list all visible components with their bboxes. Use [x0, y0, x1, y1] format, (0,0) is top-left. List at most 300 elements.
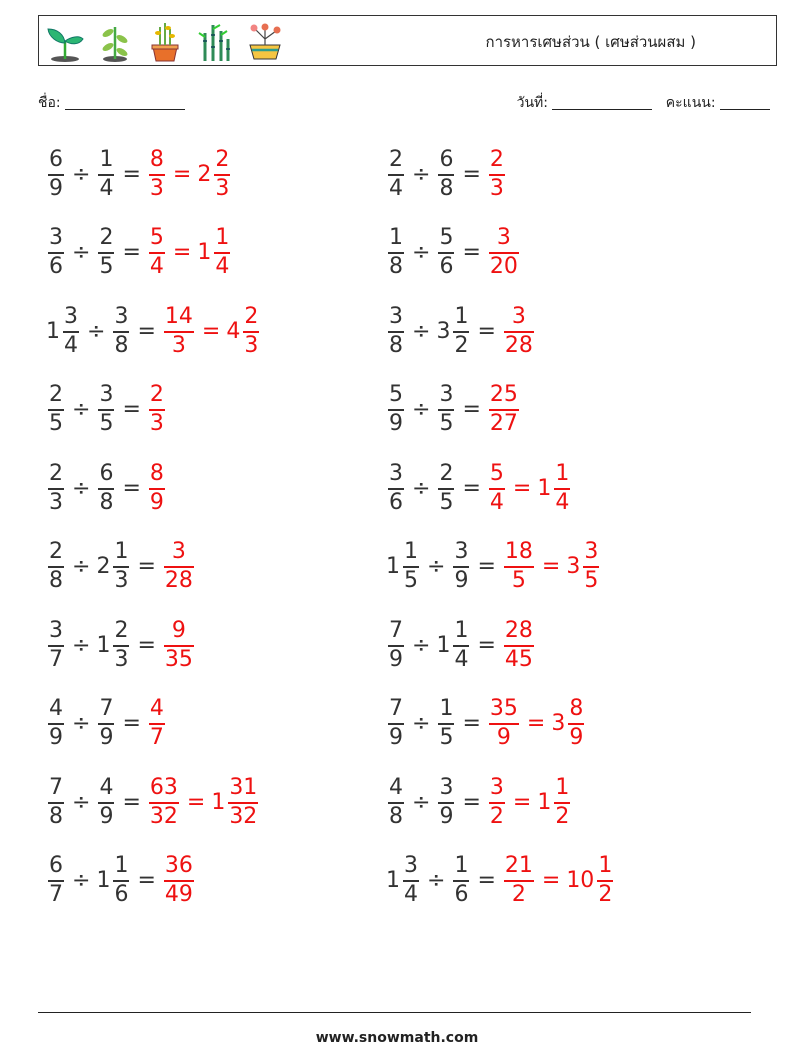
- denominator: 27: [489, 411, 518, 436]
- whole-number: 1: [386, 868, 400, 893]
- whole-number: 10: [566, 868, 595, 893]
- whole-number: 2: [197, 161, 212, 187]
- answer: [147, 227, 232, 278]
- fraction: [597, 855, 613, 906]
- equals-sign: =: [462, 161, 481, 187]
- dividend: [46, 384, 66, 435]
- numerator: 1: [439, 696, 454, 721]
- equals-sign: =: [477, 632, 496, 658]
- answer-mixed-number: [566, 541, 601, 592]
- name-field: [38, 92, 185, 114]
- denominator: 8: [49, 568, 63, 593]
- dividend: [386, 698, 406, 749]
- problem-item: [386, 767, 572, 837]
- denominator: 3: [244, 332, 259, 358]
- answer-fraction: [502, 855, 536, 906]
- numerator: 7: [389, 696, 403, 721]
- divide-sign: ÷: [72, 868, 91, 893]
- fraction: [489, 774, 505, 829]
- numerator: 6: [99, 460, 114, 486]
- dividend: [46, 146, 66, 201]
- numerator: 4: [389, 774, 403, 800]
- whole-number: 4: [226, 318, 241, 344]
- answer-fraction: [147, 698, 167, 749]
- divisor: [436, 460, 456, 515]
- denominator: 8: [389, 803, 403, 829]
- fraction: [388, 460, 404, 515]
- numerator: 9: [171, 617, 186, 643]
- equals-sign: =: [122, 397, 141, 422]
- fraction: [453, 855, 469, 906]
- dividend: [386, 617, 406, 672]
- numerator: 6: [49, 853, 63, 878]
- denominator: 6: [439, 254, 454, 279]
- numerator: 5: [149, 225, 164, 250]
- denominator: 4: [404, 882, 418, 907]
- equals-sign: =: [122, 789, 141, 815]
- numerator: 18: [504, 539, 533, 564]
- divisor: [96, 774, 116, 829]
- numerator: 8: [149, 460, 164, 486]
- denominator: 9: [49, 725, 63, 750]
- footer-divider: [38, 1012, 751, 1013]
- equals-sign: =: [462, 397, 481, 422]
- whole-number: 1: [436, 632, 451, 658]
- fraction: [98, 698, 114, 749]
- denominator: 3: [114, 568, 129, 593]
- answer-fraction: [162, 855, 196, 906]
- name-blank[interactable]: [65, 95, 185, 110]
- whole-number: 3: [436, 318, 451, 344]
- numerator: 1: [114, 539, 129, 564]
- divisor: [96, 617, 131, 672]
- problem-item: [386, 296, 536, 366]
- denominator: 35: [164, 646, 193, 672]
- problem-item: [386, 532, 601, 602]
- whole-number: 2: [96, 554, 111, 579]
- fraction: [98, 227, 114, 278]
- divide-sign: ÷: [412, 632, 431, 658]
- fraction: [388, 774, 404, 829]
- answer-fraction: [147, 774, 181, 829]
- numerator: 14: [164, 303, 193, 329]
- answer-equals-sign: =: [541, 868, 561, 893]
- answer-fraction: [487, 698, 521, 749]
- equals-sign: =: [477, 868, 496, 893]
- name-label: ชื่อ:: [38, 95, 61, 111]
- fraction: [453, 541, 469, 592]
- fraction: [403, 541, 419, 592]
- answer-fraction: [502, 617, 536, 672]
- divide-sign: ÷: [412, 711, 431, 736]
- answer-equals-sign: =: [172, 240, 192, 265]
- divisor: [436, 774, 456, 829]
- numerator: 1: [114, 853, 129, 878]
- divide-sign: ÷: [412, 789, 431, 815]
- denominator: 4: [149, 254, 164, 279]
- fraction: [164, 855, 194, 906]
- equals-sign: =: [122, 161, 141, 187]
- equals-sign: =: [137, 554, 156, 579]
- whole-number: 1: [96, 632, 111, 658]
- numerator: 2: [49, 539, 63, 564]
- fraction: [149, 774, 179, 829]
- fraction: [453, 303, 469, 358]
- fraction: [48, 146, 64, 201]
- divide-sign: ÷: [72, 397, 91, 422]
- numerator: 3: [64, 303, 78, 329]
- denominator: 5: [584, 568, 599, 593]
- denominator: 28: [504, 332, 533, 358]
- equals-sign: =: [122, 711, 141, 736]
- numerator: 8: [149, 146, 164, 172]
- denominator: 45: [504, 646, 533, 672]
- numerator: 25: [489, 382, 518, 407]
- answer: [147, 146, 232, 201]
- dividend: [386, 227, 406, 278]
- dividend: [46, 855, 66, 906]
- equals-sign: =: [137, 318, 156, 344]
- numerator: 2: [439, 460, 454, 486]
- answer-fraction: [487, 227, 521, 278]
- denominator: 4: [99, 175, 114, 201]
- problem-item: [386, 846, 615, 916]
- problem-item: [386, 139, 507, 209]
- denominator: 8: [389, 254, 403, 279]
- denominator: 9: [149, 489, 164, 515]
- fraction: [388, 384, 404, 435]
- footer-url: www.snowmath.com: [315, 1030, 479, 1046]
- denominator: 3: [171, 332, 186, 358]
- answer: [487, 384, 521, 435]
- equals-sign: =: [122, 475, 141, 501]
- answer-fraction: [162, 617, 196, 672]
- answer: [487, 146, 507, 201]
- denominator: 3: [215, 175, 230, 201]
- answer: [502, 617, 536, 672]
- dividend: [46, 227, 66, 278]
- answer-equals-sign: =: [526, 711, 546, 736]
- fraction: [504, 617, 534, 672]
- numerator: 6: [439, 146, 454, 172]
- answer-equals-sign: =: [201, 318, 221, 344]
- numerator: 5: [389, 382, 403, 407]
- equals-sign: =: [462, 240, 481, 265]
- problem-item: [46, 453, 167, 523]
- denominator: 2: [598, 882, 613, 907]
- denominator: 5: [439, 489, 454, 515]
- problem-item: [46, 375, 167, 445]
- fraction: [438, 698, 454, 749]
- numerator: 2: [389, 146, 403, 172]
- numerator: 2: [215, 146, 230, 172]
- numerator: 7: [389, 617, 403, 643]
- denominator: 9: [389, 725, 403, 750]
- divide-sign: ÷: [72, 632, 91, 658]
- denominator: 4: [489, 489, 504, 515]
- divisor: [436, 227, 456, 278]
- fraction: [113, 303, 129, 358]
- fraction: [583, 541, 599, 592]
- numerator: 31: [229, 774, 258, 800]
- numerator: 3: [49, 617, 63, 643]
- denominator: 9: [454, 568, 469, 593]
- fraction: [554, 460, 570, 515]
- fraction: [48, 698, 64, 749]
- answer: [147, 698, 167, 749]
- denominator: 2: [454, 332, 469, 358]
- fraction: [98, 146, 114, 201]
- denominator: 6: [49, 254, 63, 279]
- divisor: [96, 698, 116, 749]
- numerator: 36: [164, 853, 193, 878]
- numerator: 1: [99, 146, 114, 172]
- numerator: 8: [569, 696, 584, 721]
- denominator: 9: [496, 725, 511, 750]
- fraction: [438, 227, 454, 278]
- fraction: [489, 698, 519, 749]
- numerator: 3: [389, 460, 403, 486]
- fraction: [453, 617, 469, 672]
- divisor: [451, 541, 471, 592]
- fraction: [164, 303, 194, 358]
- denominator: 9: [439, 803, 454, 829]
- problem-item: [46, 610, 196, 680]
- numerator: 1: [404, 539, 418, 564]
- whole-number: 1: [197, 240, 212, 265]
- answer-fraction: [487, 460, 507, 515]
- worksheet-title: การหารเศษส่วน ( เศษส่วนผสม ): [485, 33, 696, 51]
- whole-number: 1: [211, 789, 226, 815]
- denominator: 2: [489, 803, 504, 829]
- fraction: [388, 617, 404, 672]
- answer-fraction: [147, 460, 167, 515]
- denominator: 9: [99, 803, 114, 829]
- numerator: 5: [489, 460, 504, 486]
- numerator: 3: [511, 303, 526, 329]
- dividend: [386, 146, 406, 201]
- fraction: [149, 227, 165, 278]
- answer-fraction: [487, 774, 507, 829]
- bamboo-icon: [193, 19, 237, 63]
- denominator: 7: [149, 725, 164, 750]
- whole-number: 1: [46, 318, 60, 344]
- denominator: 3: [149, 175, 164, 201]
- denominator: 4: [64, 332, 78, 358]
- answer-mixed-number: [197, 146, 232, 201]
- score-blank[interactable]: [720, 95, 770, 110]
- answer-equals-sign: =: [186, 789, 206, 815]
- equals-sign: =: [462, 711, 481, 736]
- denominator: 8: [99, 489, 114, 515]
- answer-mixed-number: [211, 774, 260, 829]
- numerator: 3: [389, 303, 403, 329]
- numerator: 21: [504, 853, 533, 878]
- fraction: [48, 384, 64, 435]
- fraction: [388, 146, 404, 201]
- date-blank[interactable]: [552, 95, 652, 110]
- numerator: 2: [489, 146, 504, 172]
- denominator: 3: [114, 646, 129, 672]
- numerator: 28: [504, 617, 533, 643]
- answer-fraction: [162, 303, 196, 358]
- numerator: 7: [99, 696, 114, 721]
- numerator: 1: [454, 303, 469, 329]
- equals-sign: =: [137, 868, 156, 893]
- answer: [487, 774, 572, 829]
- denominator: 28: [164, 568, 193, 593]
- numerator: 2: [49, 460, 63, 486]
- answer-fraction: [147, 384, 167, 435]
- answer-equals-sign: =: [512, 789, 532, 815]
- numerator: 1: [389, 225, 403, 250]
- sprout-icon: [43, 19, 87, 63]
- numerator: 35: [489, 696, 518, 721]
- divisor: [96, 146, 116, 201]
- divide-sign: ÷: [72, 554, 91, 579]
- problem-item: [386, 610, 536, 680]
- equals-sign: =: [477, 554, 496, 579]
- divisor: [436, 617, 471, 672]
- divide-sign: ÷: [427, 554, 446, 579]
- potted-plant-icon: [143, 19, 187, 63]
- answer: [162, 617, 196, 672]
- divide-sign: ÷: [72, 711, 91, 736]
- problem-item: [46, 767, 260, 837]
- divide-sign: ÷: [87, 318, 106, 344]
- fraction: [98, 384, 114, 435]
- denominator: 5: [511, 568, 526, 593]
- fraction: [388, 698, 404, 749]
- fraction: [98, 460, 114, 515]
- fraction: [489, 146, 505, 201]
- divide-sign: ÷: [427, 868, 446, 893]
- fraction: [164, 617, 194, 672]
- fraction: [489, 384, 519, 435]
- fraction: [149, 698, 165, 749]
- numerator: 4: [99, 774, 114, 800]
- numerator: 5: [439, 225, 454, 250]
- denominator: 6: [389, 489, 403, 515]
- fraction: [228, 774, 258, 829]
- problem-item: [386, 218, 521, 288]
- answer-fraction: [487, 384, 521, 435]
- numerator: 3: [404, 853, 418, 878]
- divide-sign: ÷: [412, 475, 431, 501]
- numerator: 4: [149, 696, 164, 721]
- denominator: 4: [555, 489, 570, 515]
- answer-mixed-number: [537, 460, 572, 515]
- dividend: [386, 460, 406, 515]
- answer: [147, 774, 260, 829]
- divisor: [96, 541, 131, 592]
- answer: [162, 303, 261, 358]
- divisor: [96, 855, 131, 906]
- fraction: [48, 617, 64, 672]
- answer-fraction: [487, 146, 507, 201]
- denominator: 2: [555, 803, 570, 829]
- denominator: 8: [114, 332, 129, 358]
- denominator: 4: [454, 646, 469, 672]
- numerator: 7: [49, 774, 63, 800]
- whole-number: 1: [537, 789, 552, 815]
- denominator: 2: [511, 882, 526, 907]
- whole-number: 3: [551, 711, 566, 736]
- fraction: [214, 146, 230, 201]
- dividend: [46, 303, 81, 358]
- fraction: [48, 541, 64, 592]
- answer-equals-sign: =: [541, 554, 561, 579]
- numerator: 1: [555, 460, 570, 486]
- fraction: [388, 303, 404, 358]
- denominator: 5: [99, 411, 114, 436]
- answer: [487, 698, 586, 749]
- fraction: [554, 774, 570, 829]
- whole-number: 1: [96, 868, 111, 893]
- numerator: 6: [49, 146, 63, 172]
- numerator: 4: [49, 696, 63, 721]
- numerator: 2: [49, 382, 63, 407]
- denominator: 5: [439, 411, 454, 436]
- answer-mixed-number: [197, 227, 232, 278]
- denominator: 3: [489, 175, 504, 201]
- seedling-icon: [93, 19, 137, 63]
- fraction: [149, 384, 165, 435]
- denominator: 49: [164, 882, 193, 907]
- fraction: [504, 541, 534, 592]
- fraction: [214, 227, 230, 278]
- dividend: [386, 774, 406, 829]
- dividend: [46, 460, 66, 515]
- dividend: [46, 774, 66, 829]
- numerator: 3: [454, 539, 469, 564]
- fraction: [438, 774, 454, 829]
- problem-item: [46, 689, 167, 759]
- score-label: คะแนน:: [665, 95, 716, 111]
- denominator: 5: [439, 725, 454, 750]
- fraction: [149, 146, 165, 201]
- denominator: 20: [489, 254, 518, 279]
- problem-item: [46, 218, 232, 288]
- answer: [147, 384, 167, 435]
- date-label: วันที่:: [516, 95, 548, 111]
- problem-item: [386, 453, 572, 523]
- answer: [487, 227, 521, 278]
- fraction: [243, 303, 259, 358]
- equals-sign: =: [137, 632, 156, 658]
- numerator: 3: [439, 774, 454, 800]
- fraction: [568, 698, 584, 749]
- numerator: 63: [149, 774, 178, 800]
- answer: [502, 303, 536, 358]
- dividend: [46, 617, 66, 672]
- problem-item: [46, 532, 196, 602]
- equals-sign: =: [462, 789, 481, 815]
- answer: [502, 541, 601, 592]
- dividend: [386, 541, 421, 592]
- divisor: [436, 384, 456, 435]
- numerator: 3: [171, 539, 186, 564]
- fraction: [403, 855, 419, 906]
- divide-sign: ÷: [412, 397, 431, 422]
- numerator: 3: [439, 382, 454, 407]
- denominator: 9: [99, 725, 114, 750]
- fraction: [63, 303, 79, 358]
- fraction: [48, 774, 64, 829]
- fraction: [98, 774, 114, 829]
- dividend: [386, 303, 406, 358]
- fraction: [113, 617, 129, 672]
